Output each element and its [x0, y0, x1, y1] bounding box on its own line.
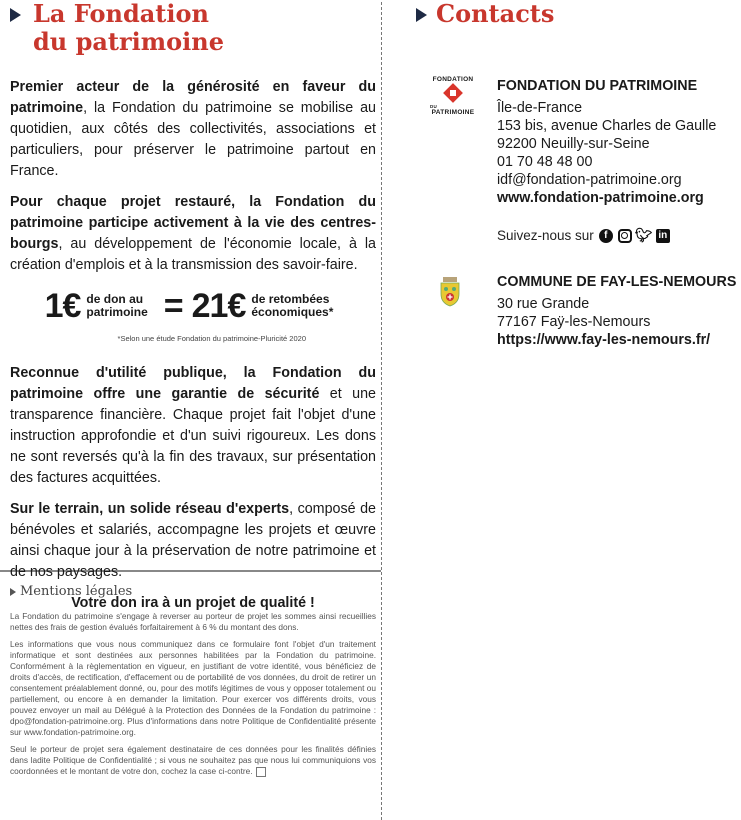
commune-name: COMMUNE DE FAY-LES-NEMOURS: [497, 274, 737, 290]
donation-value: 1€: [44, 286, 81, 325]
donation-label: [86, 293, 147, 319]
contact-website-link[interactable]: www.fondation-patrimoine.org: [497, 190, 704, 206]
study-footnote: *Selon une étude Fondation du patrimoine-Pluricité 2020: [117, 334, 306, 343]
triangle-bullet-icon: [10, 8, 21, 22]
contact-commune: [497, 273, 736, 349]
impact-label-2: économiques*: [251, 305, 334, 319]
facebook-icon[interactable]: f: [599, 229, 613, 243]
commune-coat-of-arms-icon: [436, 276, 464, 308]
paragraph-1-text: , la Fondation du patrimoine se mobilise au quotidien, aux côtés des collectivités, associations et particuliers, pour préserver le patrimoine partout en France.: [10, 100, 376, 179]
commune-city: 77167 Faÿ-les-Nemours: [497, 314, 651, 330]
impact-label-1: de retombées: [251, 292, 330, 306]
fondation-description: [10, 77, 376, 614]
social-links: [497, 228, 670, 243]
logo-text-bottom: PATRIMOINE: [431, 109, 475, 116]
paragraph-1-bold: Premier acteur de la générosité en faveur du patrimoine: [10, 79, 376, 116]
legal-paragraph-3-text: Seul le porteur de projet sera également destinataire de ces données pour les finalités définies dans ladite Politique de Confidentialité ; si vous ne souhaitez pas que nous lui communiquions vos coordonnées et le montant de votre don, cochez la case ci-contre.: [10, 744, 376, 776]
crest-dot-right: [452, 287, 456, 291]
commune-street: 30 rue Grande: [497, 296, 590, 312]
triangle-bullet-icon: [416, 8, 427, 22]
legal-notices: [10, 584, 376, 783]
paragraph-4: [10, 499, 376, 583]
commune-website-link[interactable]: https://www.fay-les-nemours.fr/: [497, 332, 711, 348]
title-line-1: La Fondation: [33, 0, 209, 28]
paragraph-3-bold: Reconnue d'utilité publique, la Fondation du patrimoine offre une garantie de sécurité: [10, 365, 376, 402]
contact-phone[interactable]: 01 70 48 48 00: [497, 154, 593, 170]
impact-label: [251, 293, 333, 319]
contact-email-link[interactable]: idf@fondation-patrimoine.org: [497, 172, 682, 188]
instagram-icon[interactable]: [618, 229, 632, 243]
closing-statement: Votre don ira à un projet de qualité !: [71, 595, 315, 611]
fondation-logo: [428, 76, 478, 122]
small-triangle-icon: [10, 588, 16, 596]
impact-equation: [10, 286, 376, 326]
social-label: Suivez-nous sur: [497, 228, 594, 243]
section-title-fondation: [33, 0, 224, 56]
paragraph-4-text: , composé de bénévoles et salariés, accompagne les projets et œuvre ainsi chaque jour à la préservation de notre patrimoine et de nos paysages.: [10, 501, 376, 580]
logo-text-top: FONDATION: [432, 76, 474, 83]
opt-out-checkbox[interactable]: [256, 767, 266, 777]
equals-sign: =: [163, 286, 184, 325]
contact-city: 92200 Neuilly-sur-Seine: [497, 136, 650, 152]
paragraph-3-text: et une transparence financière. Chaque projet fait l'objet d'une instruction approfondie et d'un suivi rigoureux. Les dons ne sont reversés qu'à la fin des travaux, sur présentation des factures acquittées.: [10, 386, 376, 486]
legal-paragraph-3: [10, 744, 376, 777]
crest-dot-left: [444, 287, 448, 291]
paragraph-4-bold: Sur le terrain, un solide réseau d'experts: [10, 501, 290, 517]
paragraph-1: [10, 77, 376, 182]
vertical-cut-line: [381, 2, 382, 820]
legal-paragraph-2: Les informations que vous nous communiquez dans ce formulaire font l'objet d'un traitement informatique et sont destinées aux personnes habilitées par la Fondation du patrimoine. Conformément à la règlementation en vigueur, en justifiant de votre identité, vous bénéficiez de droits d'accès, de rectification, d'effacement ou de portabilité de vos données, du droit de retirer un consentement préalablement donné, ou, pour des motifs légitimes de vous y opposer totalement ou partiellement, ou encore à en demander la limitation. Pour exercer vos différents droits, vous pouvez envoyer un mail au Délégué à la Protection des Données de la Fondation du patrimoine : dpo@fondation-patrimoine.org. Plus d'informations dans notre Politique de Confidentialité présente sur www.fondation-patrimoine.org.: [10, 639, 376, 737]
title-line-2: du patrimoine: [33, 27, 225, 56]
paragraph-2: [10, 192, 376, 276]
paragraph-2-bold: Pour chaque projet restauré, la Fondation du patrimoine participe activement à la vie des centres-bourgs: [10, 194, 376, 252]
crest-crown: [443, 277, 457, 282]
contact-region: Île-de-France: [497, 100, 583, 116]
impact-value: 21€: [191, 286, 246, 325]
linkedin-icon[interactable]: in: [656, 229, 670, 243]
legal-title: [10, 584, 376, 599]
donation-label-2: patrimoine: [86, 305, 148, 319]
paragraph-3: [10, 363, 376, 489]
house-diamond-icon: [443, 83, 463, 103]
donation-label-1: de don au: [86, 292, 144, 306]
logo-text-du: DU: [430, 104, 438, 109]
contact-name: FONDATION DU PATRIMOINE: [497, 78, 698, 94]
legal-paragraph-1: La Fondation du patrimoine s'engage à reverser au porteur de projet les sommes ainsi recueillies nettes des frais de gestion évalués forfaitairement à 6 % du montant des dons.: [10, 611, 376, 632]
contact-fondation: [497, 77, 716, 207]
contact-street: 153 bis, avenue Charles de Gaulle: [497, 118, 717, 134]
paragraph-2-text: , au développement de l'économie locale, à la création d'emplois et à la transmission des savoir-faire.: [10, 236, 376, 273]
twitter-icon[interactable]: 🐦︎: [634, 227, 653, 243]
legal-title-text: Mentions légales: [20, 584, 133, 599]
section-title-contacts: Contacts: [436, 0, 555, 28]
